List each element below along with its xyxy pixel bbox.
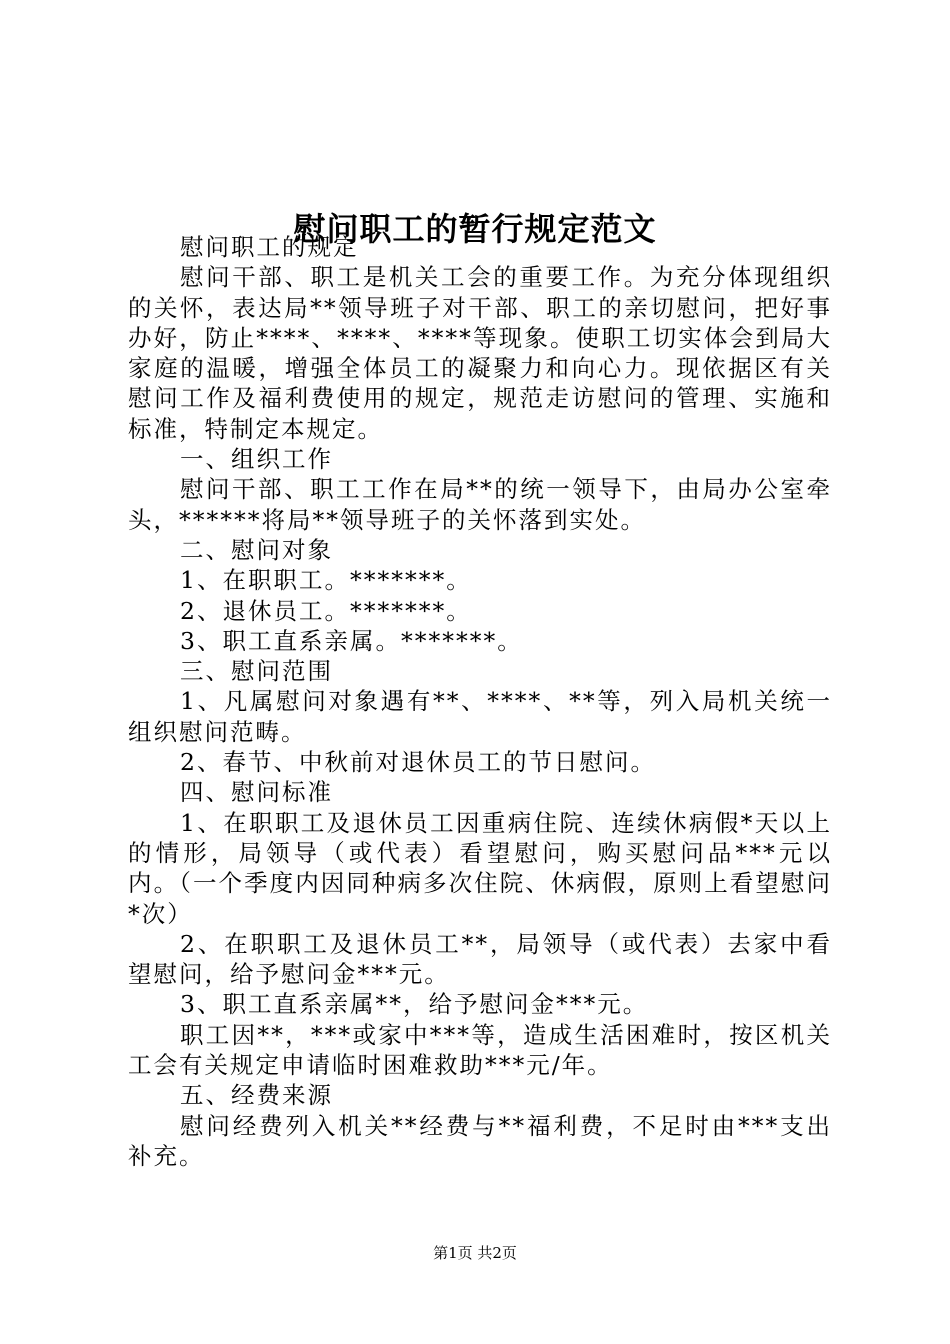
paragraph-hardship: 职工因**，***或家中***等，造成生活困难时，按区机关工会有关规定申请临时困难救助***元/年。 xyxy=(128,1020,832,1080)
document-title: 慰问职工的暂行规定范文 xyxy=(293,210,657,249)
section-heading-scope: 三、慰问范围 xyxy=(180,657,333,686)
list-item-target-2: 2、退休员工。*******。 xyxy=(180,596,472,625)
paragraph-intro: 慰问干部、职工是机关工会的重要工作。为充分体现组织的关怀，表达局**领导班子对干部、职工的亲切慰问，把好事办好，防止****、****、****等现象。使职工切实体会到局大家庭的温暖，增强全体员工的凝聚力和向心力。现依据区有关慰问工作及福利费使用的规定，规范走访慰问的管理、实施和标准，特制定本规定。 xyxy=(128,263,832,443)
list-item-standard-1: 1、在职职工及退休员工因重病住院、连续休病假*天以上的情形，局领导（或代表）看望慰问，购买慰问品***元以内。（一个季度内因同种病多次住院、休病假，原则上看望慰问*次） xyxy=(128,808,832,928)
list-item-target-3: 3、职工直系亲属。*******。 xyxy=(180,626,523,655)
paragraph-funding: 慰问经费列入机关**经费与**福利费，不足时由***支出补充。 xyxy=(128,1111,832,1170)
list-item-scope-2: 2、春节、中秋前对退休员工的节日慰问。 xyxy=(180,748,656,777)
page-footer: 第1页 共2页 xyxy=(433,1244,517,1262)
section-heading-targets: 二、慰问对象 xyxy=(180,535,333,564)
list-item-scope-1: 1、凡属慰问对象遇有**、****、**等，列入局机关统一组织慰问范畴。 xyxy=(128,687,832,746)
paragraph-subtitle: 慰问职工的规定 xyxy=(180,233,359,261)
document-body xyxy=(128,232,832,1171)
list-item-target-1: 1、在职职工。*******。 xyxy=(180,566,472,595)
section-heading-funding: 五、经费来源 xyxy=(180,1081,333,1110)
section-heading-standards: 四、慰问标准 xyxy=(180,778,333,807)
paragraph-organization: 慰问干部、职工工作在局**的统一领导下，由局办公室牵头，******将局**领导班子的关怀落到实处。 xyxy=(128,475,832,534)
list-item-standard-3: 3、职工直系亲属**，给予慰问金***元。 xyxy=(180,990,649,1019)
list-item-standard-2: 2、在职职工及退休员工**，局领导（或代表）去家中看望慰问，给予慰问金***元。 xyxy=(128,929,832,989)
section-heading-organization: 一、组织工作 xyxy=(180,445,333,474)
